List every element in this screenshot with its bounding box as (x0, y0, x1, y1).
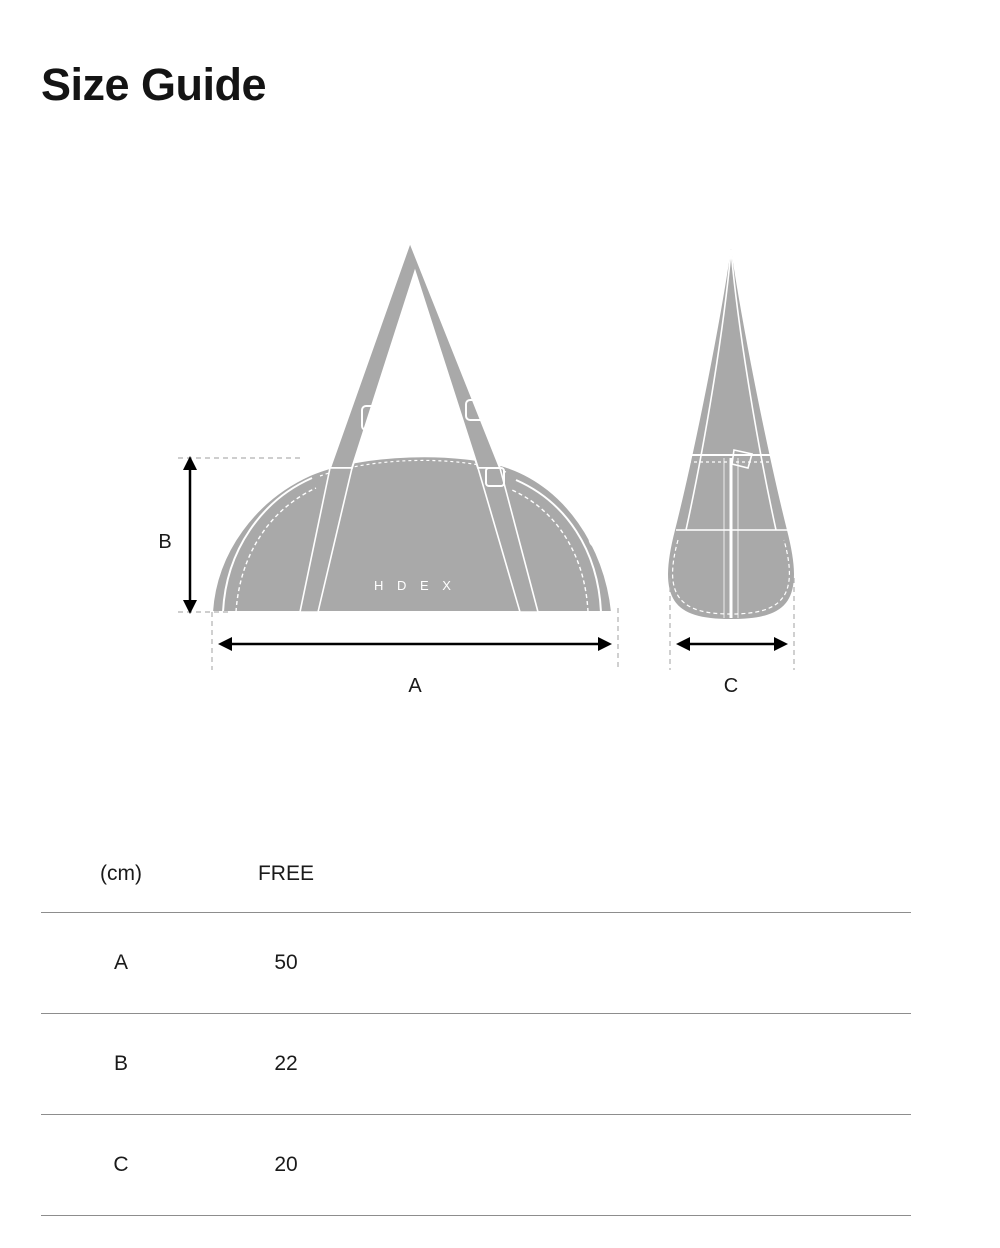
row-label-b: B (41, 1014, 201, 1115)
label-b: B (158, 531, 172, 553)
zipper-bridge (402, 424, 424, 429)
row-value-a: 50 (201, 913, 371, 1014)
table-row (41, 1115, 911, 1216)
row-label-a: A (41, 913, 201, 1014)
zipper-pull-left (388, 432, 412, 450)
strap-apex (404, 242, 423, 247)
header-spacer (371, 836, 911, 913)
dimension-c (676, 637, 788, 651)
table-row (41, 1014, 911, 1115)
label-a: A (408, 675, 422, 697)
size-table (41, 836, 911, 1216)
bag-left-loop (217, 522, 234, 547)
label-c: C (723, 675, 739, 697)
row-spacer-c (371, 1115, 911, 1216)
brand-mark: H D E X (374, 578, 456, 593)
header-unit: (cm) (41, 836, 201, 913)
row-value-c: 20 (201, 1115, 371, 1216)
shoulder-strap (330, 242, 500, 468)
side-view-group (667, 242, 795, 670)
dimension-b (183, 456, 197, 614)
front-view-group (178, 242, 618, 670)
table-header-row (41, 836, 911, 913)
header-size-free: FREE (201, 836, 371, 913)
size-diagram (0, 200, 1000, 720)
bag-diagram-svg (0, 200, 1000, 720)
row-spacer-b (371, 1014, 911, 1115)
row-spacer-a (371, 913, 911, 1014)
row-value-b: 22 (201, 1014, 371, 1115)
table-row (41, 913, 911, 1014)
dimension-a (218, 637, 612, 651)
row-label-c: C (41, 1115, 201, 1216)
page-title: Size Guide (41, 59, 267, 110)
zipper-pull-right (418, 432, 436, 450)
